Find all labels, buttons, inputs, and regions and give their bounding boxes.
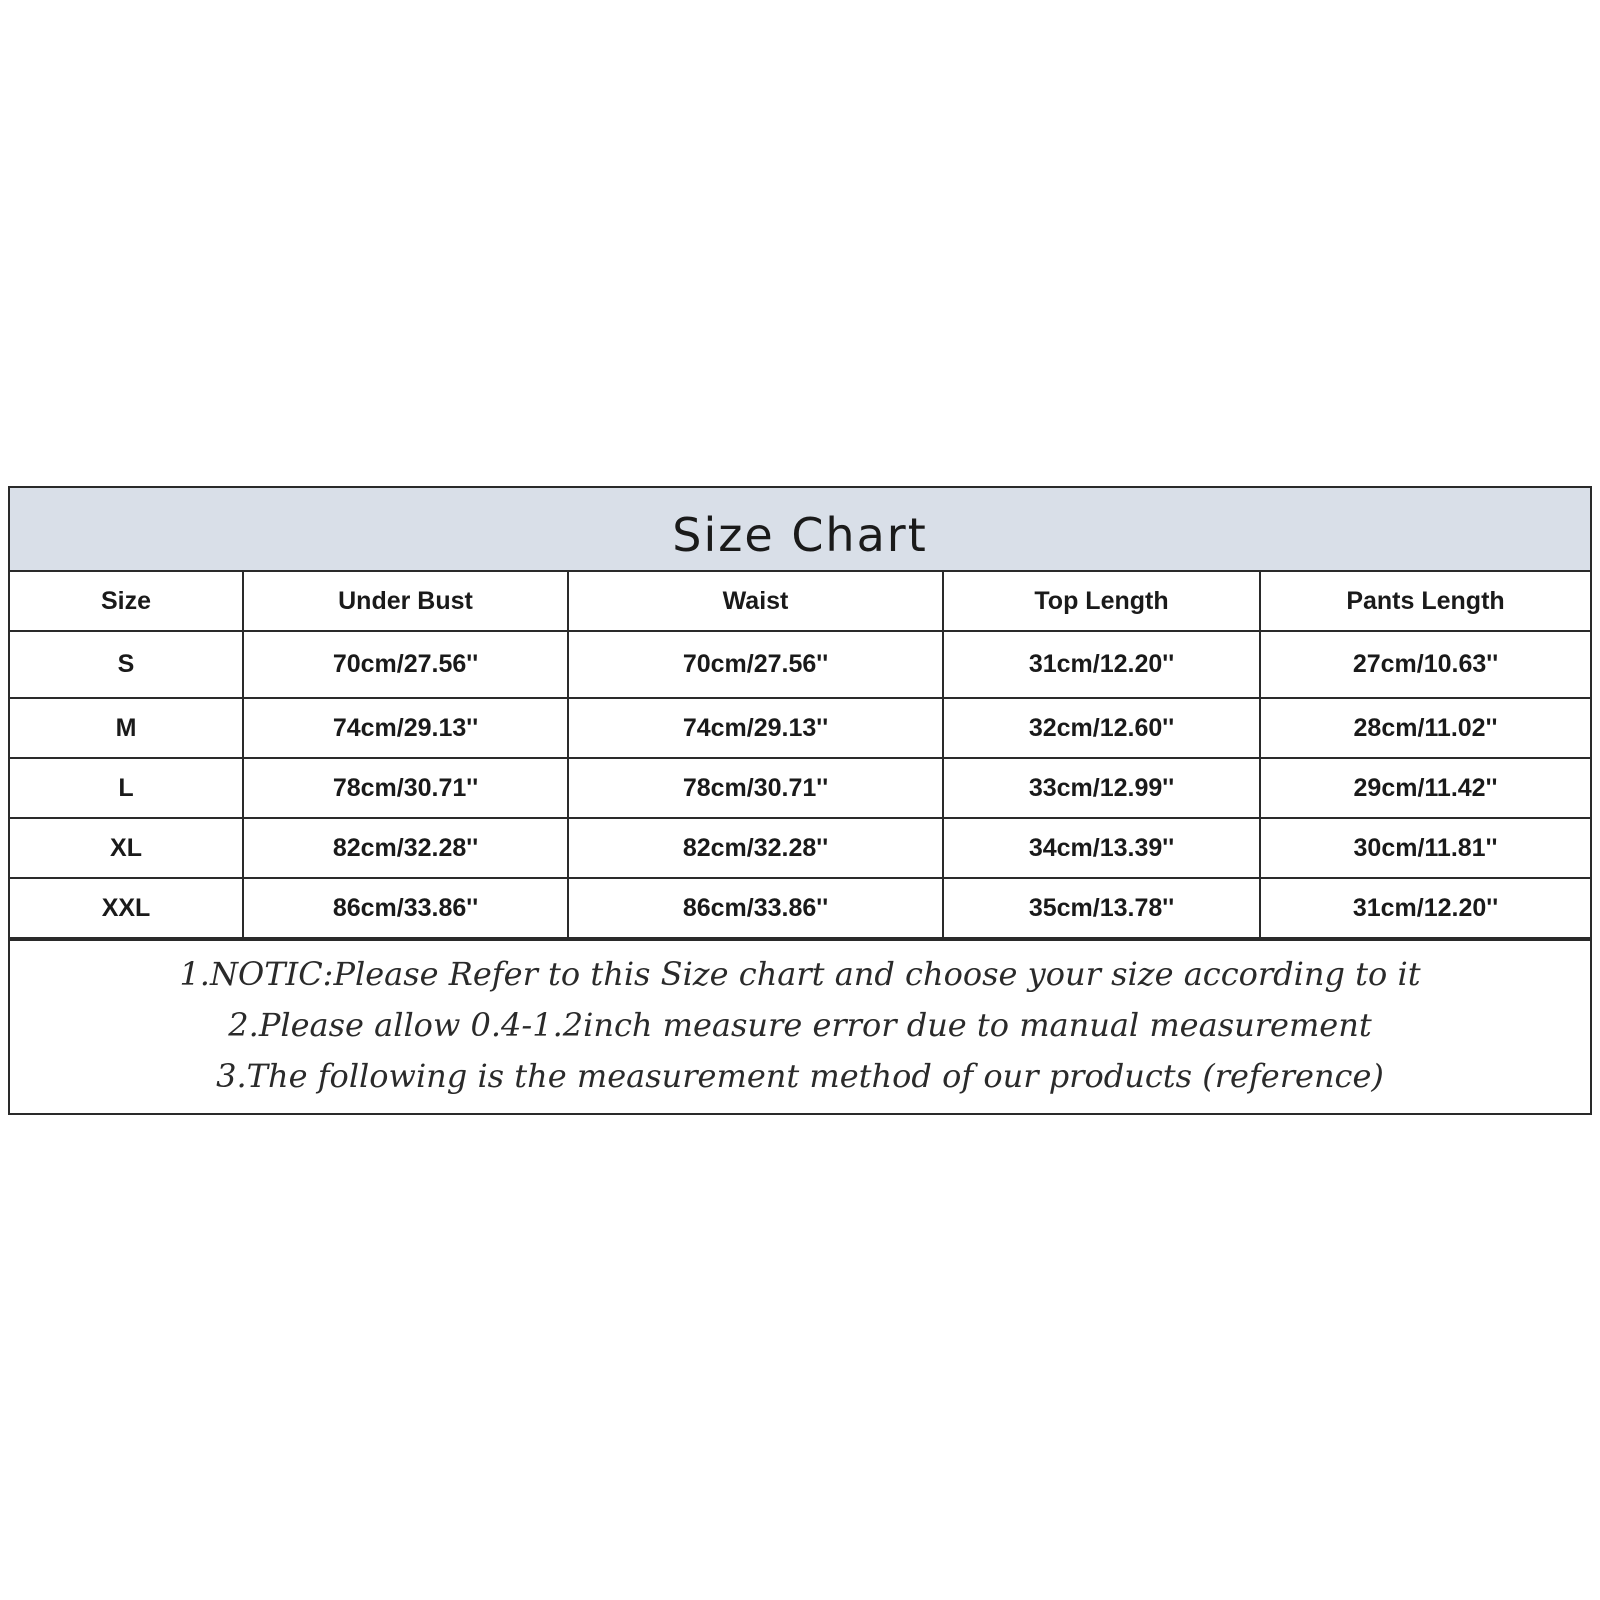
note-line: 3.The following is the measurement method of our products (reference) <box>216 1057 1384 1095</box>
column-header-waist: Waist <box>568 572 943 631</box>
top-length-cell: 31cm/12.20'' <box>943 631 1260 698</box>
size-cell: S <box>10 631 243 698</box>
table-row <box>10 631 1590 698</box>
size-cell: XXL <box>10 878 243 938</box>
top-length-cell: 34cm/13.39'' <box>943 818 1260 878</box>
under-bust-cell: 78cm/30.71'' <box>243 758 568 818</box>
pants-length-cell: 31cm/12.20'' <box>1260 878 1590 938</box>
size-cell: XL <box>10 818 243 878</box>
waist-cell: 86cm/33.86'' <box>568 878 943 938</box>
pants-length-cell: 28cm/11.02'' <box>1260 698 1590 758</box>
top-length-cell: 32cm/12.60'' <box>943 698 1260 758</box>
under-bust-cell: 86cm/33.86'' <box>243 878 568 938</box>
column-header-size: Size <box>10 572 243 631</box>
note-line: 1.NOTIC:Please Refer to this Size chart and choose your size according to it <box>179 955 1421 993</box>
size-cell: M <box>10 698 243 758</box>
column-header-top-length: Top Length <box>943 572 1260 631</box>
header-row <box>10 572 1590 631</box>
pants-length-cell: 30cm/11.81'' <box>1260 818 1590 878</box>
note-line: 2.Please allow 0.4-1.2inch measure error due to manual measurement <box>228 1006 1372 1044</box>
chart-title: Size Chart <box>10 488 1590 572</box>
under-bust-cell: 74cm/29.13'' <box>243 698 568 758</box>
table-row <box>10 818 1590 878</box>
waist-cell: 70cm/27.56'' <box>568 631 943 698</box>
table-row <box>10 698 1590 758</box>
top-length-cell: 33cm/12.99'' <box>943 758 1260 818</box>
column-header-pants-length: Pants Length <box>1260 572 1590 631</box>
waist-cell: 82cm/32.28'' <box>568 818 943 878</box>
waist-cell: 74cm/29.13'' <box>568 698 943 758</box>
size-chart <box>8 486 1592 1115</box>
size-cell: L <box>10 758 243 818</box>
pants-length-cell: 27cm/10.63'' <box>1260 631 1590 698</box>
pants-length-cell: 29cm/11.42'' <box>1260 758 1590 818</box>
size-table <box>10 572 1590 939</box>
waist-cell: 78cm/30.71'' <box>568 758 943 818</box>
notes-section <box>10 939 1590 1113</box>
table-row <box>10 878 1590 938</box>
under-bust-cell: 70cm/27.56'' <box>243 631 568 698</box>
top-length-cell: 35cm/13.78'' <box>943 878 1260 938</box>
under-bust-cell: 82cm/32.28'' <box>243 818 568 878</box>
column-header-under-bust: Under Bust <box>243 572 568 631</box>
table-row <box>10 758 1590 818</box>
